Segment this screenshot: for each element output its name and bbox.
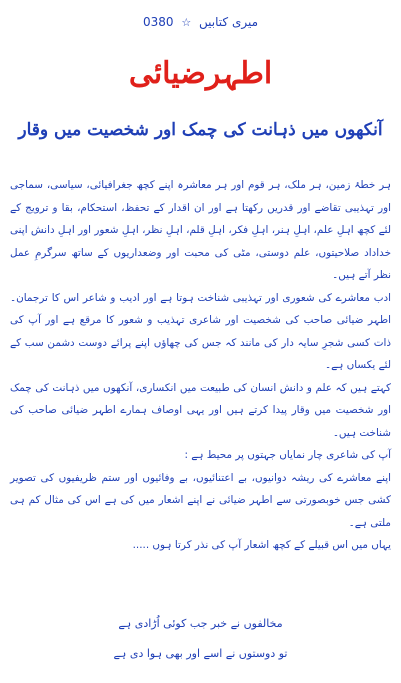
paragraph: ادب معاشرے کی شعوری اور تہذیبی شناخت ہوتا ہے اور ادیب و شاعر اس کا ترجمان۔ اطہر ضیائی صاحب کی شخصیت اور شاعری تہذیب و شعور کا مرقع ہے اور آپ کی ذات کسی شجرِ سایہ دار کی مانند کہ جس کی چھاؤں اپنے پرائے دوست دشمن سب کے لئے یکساں ہے۔ bbox=[10, 291, 391, 371]
book-number: 0380 bbox=[142, 15, 174, 29]
star-icon: ☆ bbox=[181, 16, 192, 29]
article-body bbox=[10, 174, 391, 557]
paragraph: یہاں میں اس قبیلے کے کچھ اشعار آپ کی نذر کرتا ہوں ..... bbox=[132, 539, 391, 551]
paragraph: کہتے ہیں کہ علم و دانش انسان کی طبیعت میں انکساری، آنکھوں میں ذہانت کی چمک اور شخصیت میں وقار پیدا کرتے ہیں اور یہی اوصاف ہمارے اطہر ضیائی صاحب کی شناخت ہیں۔ bbox=[10, 381, 391, 439]
my-books-link[interactable]: میری کتابیں bbox=[199, 15, 259, 29]
page-subtitle: آنکھوں میں ذہانت کی چمک اور شخصیت میں وقار bbox=[18, 120, 383, 140]
paragraph: ہر خطۂ زمین، ہر ملک، ہر قوم اور ہر معاشرہ اپنے کچھ جغرافیائی، سیاسی، سماجی اور تہذیبی تقاضے اور قدریں رکھتا ہے اور ان اقدار کے تحفظ، استحکام، بقا و ترویج کے لئے کچھ اہلِ علم، اہلِ ہنر، اہلِ فکر، اہلِ قلم، اہلِ نظر، اہلِ شعور اور اہلِ دانش اپنی خداداد صلاحیتوں، علم دوستی، مٹی کی محبت اور وضعداریوں کے ساتھ سرگرمِ عمل نظر آتے ہیں۔ bbox=[10, 179, 391, 281]
paragraph: اپنے معاشرے کی ریشہ دوانیوں، بے اعتنائیوں، بے وفائیوں اور ستم ظریفیوں کی تصویر کشی جس خوبصورتی سے اطہر ضیائی نے اپنے اشعار میں کی ہے اس کی مثال کم ہی ملتی ہے۔ bbox=[10, 471, 391, 529]
page-title: اطہرضیائی bbox=[128, 56, 273, 91]
page-header bbox=[0, 14, 401, 31]
verse-line: مخالفوں نے خبر جب کوئی اُڑادی ہے bbox=[118, 617, 283, 630]
paragraph: آپ کی شاعری چار نمایاں جہتوں پر محیط ہے : bbox=[184, 449, 391, 461]
verse-line: تو دوستوں نے اسے اور بھی ہوا دی ہے bbox=[113, 647, 288, 660]
